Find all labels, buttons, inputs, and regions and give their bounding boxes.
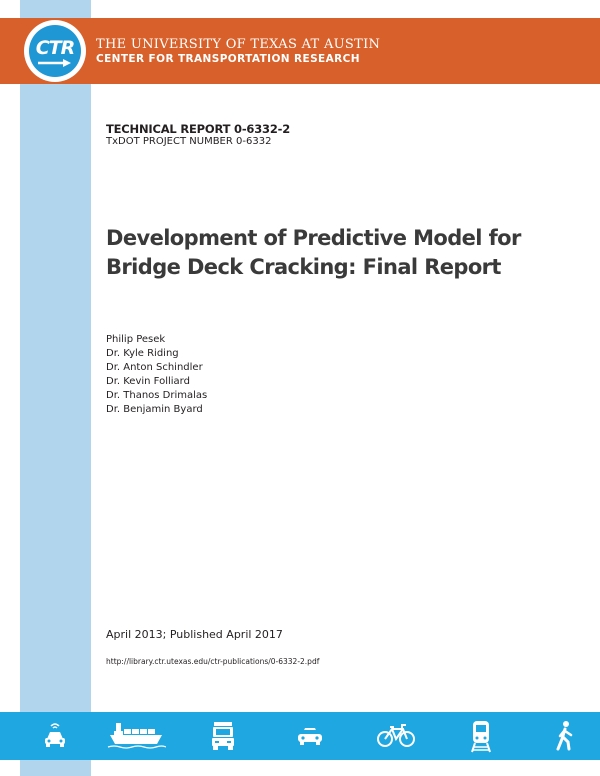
technical-report-number: TECHNICAL REPORT 0-6332-2: [106, 122, 290, 136]
author: Dr. Kevin Folliard: [106, 376, 190, 387]
author: Dr. Anton Schindler: [106, 362, 203, 373]
author-list: [106, 333, 207, 417]
left-accent-strip: [20, 0, 91, 776]
report-title-line-1: Development of Predictive Model for: [106, 226, 521, 250]
report-title: [106, 224, 576, 282]
author: Dr. Thanos Drimalas: [106, 390, 208, 401]
car-icon: [294, 720, 326, 750]
project-number: TxDOT PROJECT NUMBER 0-6332: [106, 136, 272, 147]
ctr-logo: [24, 20, 86, 82]
ctr-logo-text: CTR: [35, 37, 75, 59]
logo-arrow-icon: [37, 58, 73, 68]
author: Dr. Benjamin Byard: [106, 404, 203, 415]
author: Philip Pesek: [106, 334, 166, 345]
university-name: THE UNIVERSITY OF TEXAS AT AUSTIN: [96, 37, 381, 52]
report-title-line-2: Bridge Deck Cracking: Final Report: [106, 255, 501, 279]
author: Dr. Kyle Riding: [106, 348, 179, 359]
cargo-ship-icon: [106, 720, 166, 750]
truck-icon: [208, 720, 238, 752]
publication-dates: April 2013; Published April 2017: [106, 628, 283, 641]
train-icon: [466, 720, 496, 754]
connected-car-icon: [40, 720, 70, 750]
report-url[interactable]: http://library.ctr.utexas.edu/ctr-publications/0-6332-2.pdf: [106, 657, 320, 666]
bicycle-icon: [376, 720, 416, 750]
center-name: CENTER FOR TRANSPORTATION RESEARCH: [96, 53, 360, 65]
pedestrian-icon: [552, 720, 578, 752]
ctr-logo-circle: [29, 25, 81, 77]
